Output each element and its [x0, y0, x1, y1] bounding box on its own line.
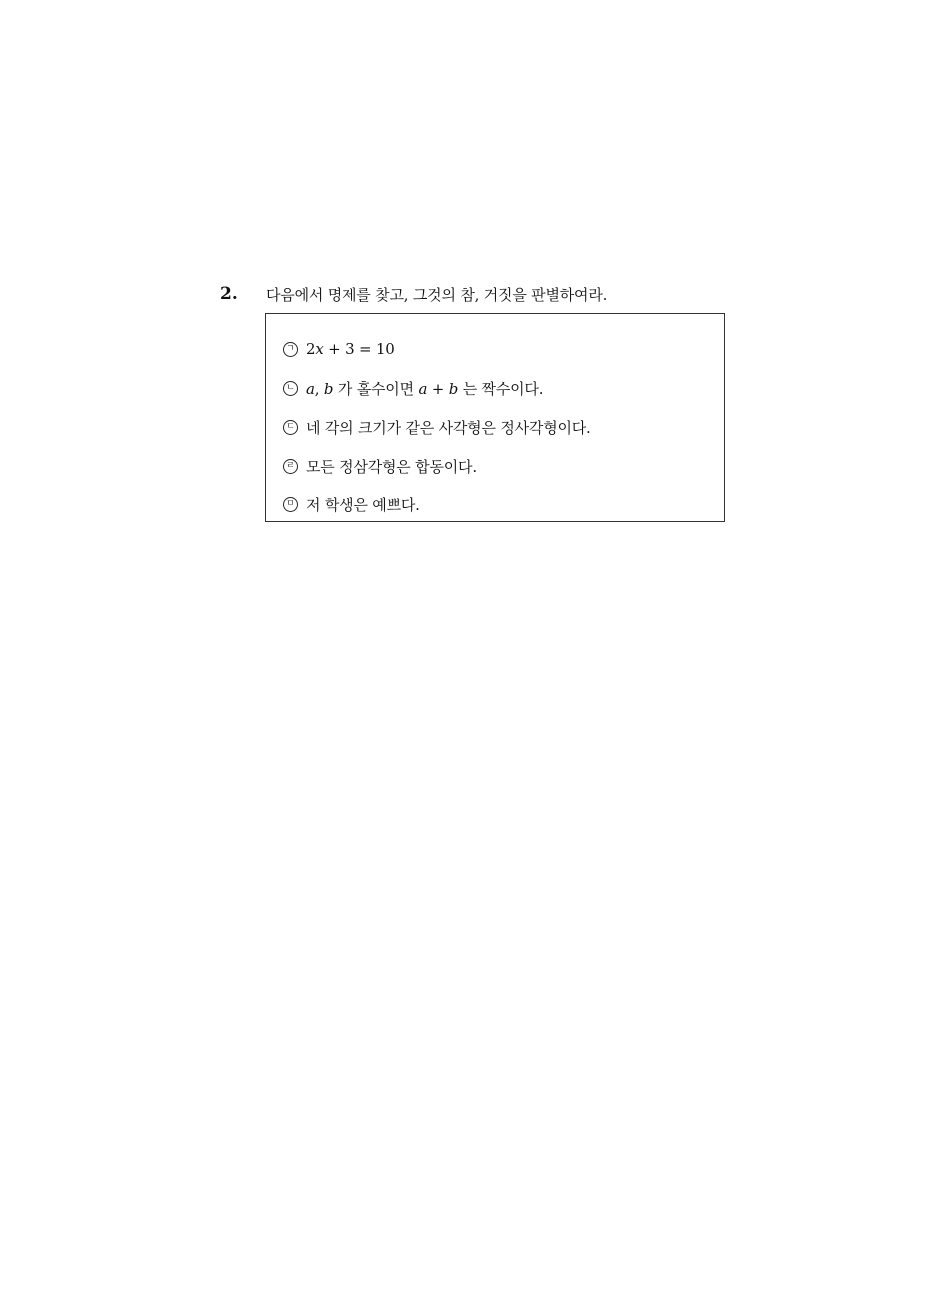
- choice-marker: ㅁ: [283, 497, 298, 512]
- math-operator: +: [427, 379, 449, 398]
- math-variable: a: [306, 379, 315, 398]
- choice-item-1: [283, 338, 395, 360]
- choice-text: [306, 340, 395, 358]
- choice-marker: ㄹ: [283, 459, 298, 474]
- choice-text: 네 각의 크기가 같은 사각형은 정사각형이다.: [306, 418, 591, 437]
- math-number: 2: [306, 340, 316, 358]
- problem-number: 2.: [220, 284, 238, 304]
- choice-text: 모든 정삼각형은 합동이다.: [306, 457, 477, 476]
- math-variable: a: [418, 379, 428, 398]
- choice-item-5: [283, 493, 420, 515]
- math-variable: x: [315, 340, 324, 358]
- choice-text: [306, 378, 543, 399]
- choice-marker: ㄷ: [283, 420, 298, 435]
- text-fragment: 가 홀수이면: [333, 379, 419, 398]
- choice-item-3: [283, 416, 591, 438]
- math-variable: b: [448, 379, 459, 398]
- choice-marker: ㄱ: [283, 342, 298, 357]
- choice-marker: ㄴ: [283, 381, 298, 396]
- problem-prompt: 다음에서 명제를 찾고, 그것의 참, 거짓을 판별하여라.: [266, 286, 608, 304]
- math-expression: + 3 = 10: [323, 340, 395, 358]
- choice-item-4: [283, 455, 477, 477]
- text-fragment: 는 짝수이다.: [458, 379, 544, 398]
- choice-item-2: [283, 377, 543, 399]
- text-fragment: ,: [314, 379, 324, 398]
- choice-text: 저 학생은 예쁘다.: [306, 495, 420, 514]
- choice-box: [265, 313, 725, 522]
- math-variable: b: [323, 379, 334, 398]
